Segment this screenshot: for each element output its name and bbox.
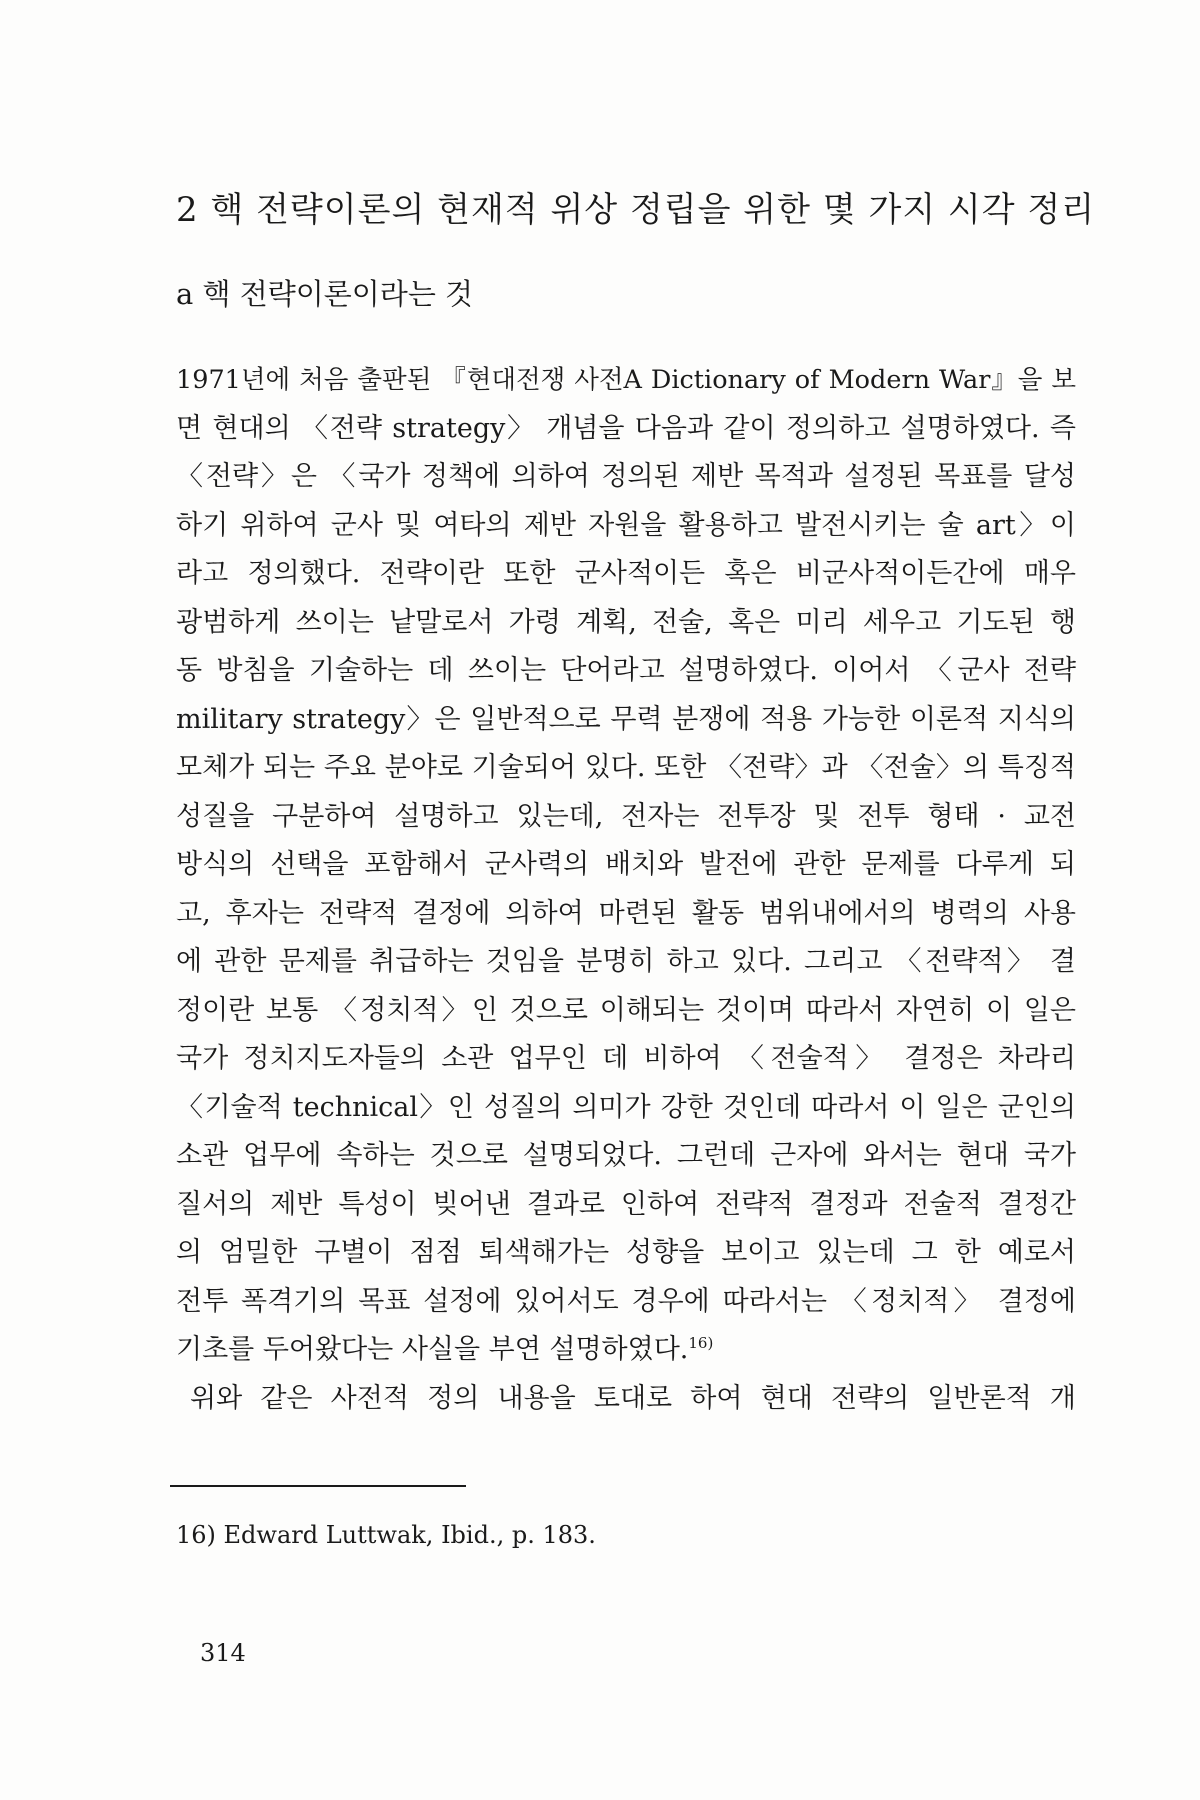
section-heading: 2 핵 전략이론의 현재적 위상 정립을 위한 몇 가지 시각 정리: [176, 190, 1096, 230]
page-content: [176, 186, 1096, 1423]
body-text: [176, 356, 1076, 1423]
paragraph-line: 고, 후자는 전략적 결정에 의하여 마련된 활동 범위내에서의 병력의 사용: [176, 897, 1076, 929]
paragraph-line: military strategy〉은 일반적으로 무력 분쟁에 적용 가능한 이론적 지식의: [176, 703, 1076, 735]
paragraph-line: 의 엄밀한 구별이 점점 퇴색해가는 성향을 보이고 있는데 그 한 예로서: [176, 1237, 1076, 1268]
paragraph-line: 〈전략〉은 〈국가 정책에 의하여 정의된 제반 목적과 설정된 목표를 달성: [176, 461, 1076, 492]
paragraph-line: 면 현대의 〈전략 strategy〉 개념을 다음과 같이 정의하고 설명하였다. 즉: [176, 412, 1076, 444]
paragraph-line: 〈기술적 technical〉인 성질의 의미가 강한 것인데 따라서 이 일은 군인의: [176, 1091, 1076, 1123]
paragraph-line: 광범하게 쓰이는 낱말로서 가령 계획, 전술, 혹은 미리 세우고 기도된 행: [176, 606, 1076, 638]
footnote-divider: [170, 1485, 466, 1487]
paragraph-last-line: [176, 1326, 1076, 1375]
paragraph-line: 성질을 구분하여 설명하고 있는데, 전자는 전투장 및 전투 형태 · 교전: [176, 800, 1076, 832]
paragraph-line: 동 방침을 기술하는 데 쓰이는 단어라고 설명하였다. 이어서 〈군사 전략: [176, 655, 1076, 686]
paragraph-line: 질서의 제반 특성이 빚어낸 결과로 인하여 전략적 결정과 전술적 결정간: [176, 1188, 1076, 1220]
paragraph-line: 모체가 되는 주요 분야로 기술되어 있다. 또한 〈전략〉과 〈전술〉의 특징적: [176, 752, 1076, 783]
paragraph-line: 소관 업무에 속하는 것으로 설명되었다. 그런데 근자에 와서는 현대 국가: [176, 1140, 1076, 1171]
footnote-reference: 16): [688, 1334, 714, 1352]
page-number: 314: [200, 1639, 246, 1667]
paragraph-line-text: 기초를 두어왔다는 사실을 부연 설명하였다.: [176, 1334, 689, 1365]
paragraph-line: 정이란 보통 〈정치적〉인 것으로 이해되는 것이며 따라서 자연히 이 일은: [176, 994, 1076, 1026]
paragraph-line: 라고 정의했다. 전략이란 또한 군사적이든 혹은 비군사적이든간에 매우: [176, 558, 1076, 589]
paragraph-line: 하기 위하여 군사 및 여타의 제반 자원을 활용하고 발전시키는 술 art〉이: [176, 509, 1076, 541]
paragraph-line: 1971년에 처음 출판된 『현대전쟁 사전A Dictionary of Modern War』을 보: [176, 365, 1076, 395]
paragraph-line: 위와 같은 사전적 정의 내용을 토대로 하여 현대 전략의 일반론적 개: [190, 1382, 1076, 1414]
paragraph-line: 전투 폭격기의 목표 설정에 있어서도 경우에 따라서는 〈정치적〉 결정에: [176, 1285, 1076, 1317]
paragraph-line: 국가 정치지도자들의 소관 업무인 데 비하여 〈전술적〉 결정은 차라리: [176, 1043, 1076, 1074]
footnote: 16) Edward Luttwak, Ibid., p. 183.: [176, 1521, 596, 1549]
paragraph-line: 에 관한 문제를 취급하는 것임을 분명히 하고 있다. 그리고 〈전략적〉 결: [176, 946, 1076, 977]
subsection-heading: a 핵 전략이론이라는 것: [176, 277, 474, 311]
paragraph-line: 방식의 선택을 포함해서 군사력의 배치와 발전에 관한 문제를 다루게 되: [176, 849, 1076, 880]
